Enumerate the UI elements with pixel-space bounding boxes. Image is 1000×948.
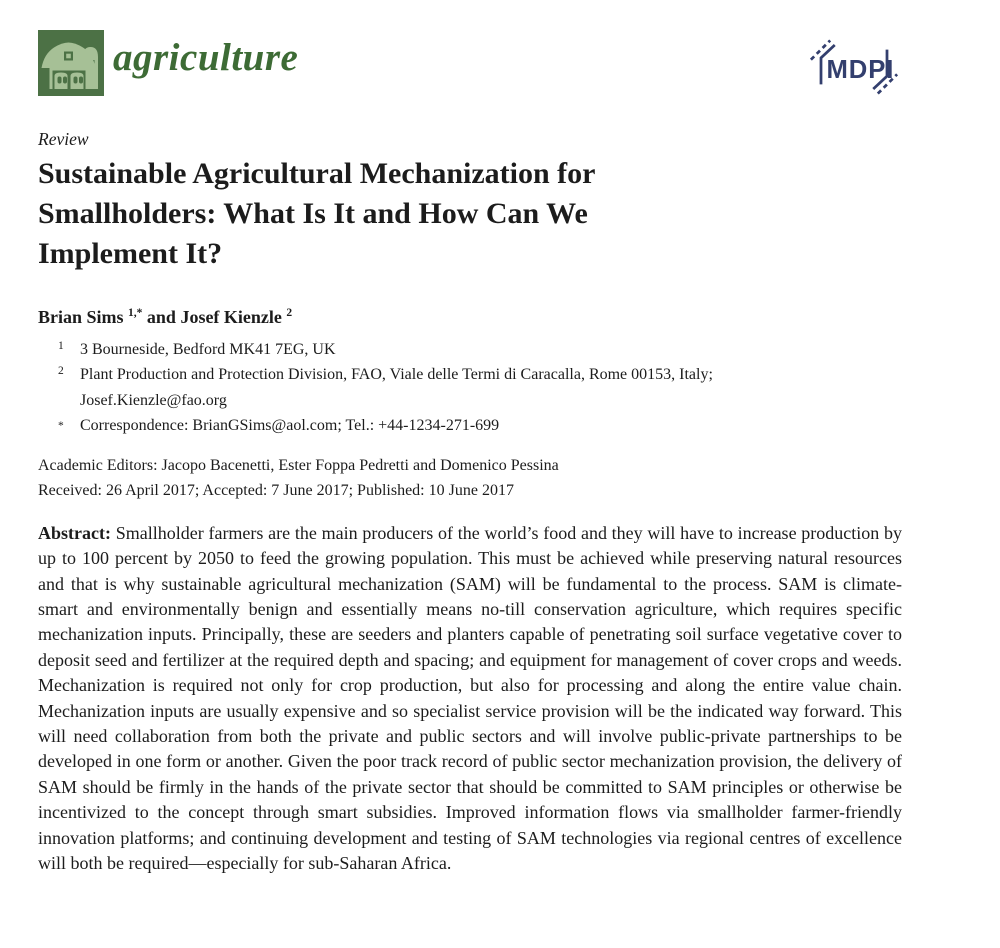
- article-type-label: Review: [38, 129, 89, 149]
- author-sup-1: 1,*: [128, 307, 143, 319]
- author-name-2: Josef Kienzle: [180, 307, 282, 327]
- academic-editors-line: Academic Editors: Jacopo Bacenetti, Ester Foppa Pedretti and Domenico Pessina: [38, 457, 559, 475]
- abstract-label: Abstract:: [38, 522, 111, 543]
- article-content: [38, 129, 902, 894]
- authors-line: [38, 302, 902, 328]
- affiliation-row: [38, 362, 902, 413]
- affiliation-text: Plant Production and Protection Division, FAO, Viale delle Termi di Caracalla, Rome 00153, Italy;: [80, 366, 713, 384]
- authors-connector: and: [146, 307, 176, 327]
- abstract-paragraph: [38, 521, 902, 877]
- author-sup-2: 2: [286, 307, 293, 319]
- affiliation-text: 3 Bourneside, Bedford MK41 7EG, UK: [80, 341, 336, 358]
- dates-line: Received: 26 April 2017; Accepted: 7 June 2017; Published: 10 June 2017: [38, 482, 514, 500]
- affiliation-row: [38, 337, 902, 362]
- editorial-info: [38, 453, 902, 504]
- affiliation-marker: 1: [58, 340, 64, 352]
- affiliation-marker: 2: [58, 365, 64, 378]
- affiliations-block: [38, 337, 902, 438]
- affiliation-marker: *: [58, 419, 64, 432]
- abstract-text: Smallholder farmers are the main producers of the world’s food and they will have to increase production by up to 100 percent by 2050 to feed the growing population. This must be achieved while preserving natural resources and that is why sustainable agricultural mechanization (SAM) will be fundamental to the process. SAM is climate-smart and environmentally benign and essentially means no-till conservation agriculture, which requires specific mechanization inputs. Principally, these are seeders and planters capable of penetrating soil surface vegetative cover to deposit seed and fertilizer at the required depth and spacing; and equipment for management of cover crops and weeds. Mechanization is required not only for crop production, but also for processing and along the entire value chain. Mechanization inputs are usually expensive and so specialist service provision will be the indicated way forward. This will need collaboration from both the private and public sectors and will involve public-private partnerships to be developed in one form or another. Given the poor track record of public sector mechanization provision, the delivery of SAM should be firmly in the hands of the private sector that should be committed to SAM principles or otherwise be incentivized to the concept through smart subsidies. Improved information flows via smallholder farmer-friendly innovation platforms; and continuing development and testing of SAM technologies via regional centres of excellence will both be required—especially for sub-Saharan Africa.: [38, 522, 903, 874]
- title-line-2: Smallholders: What Is It and How Can We: [38, 197, 588, 230]
- journal-wordmark: agriculture: [113, 36, 299, 79]
- title-line-3: Implement It?: [38, 237, 223, 270]
- affiliation-row-correspondence: [38, 413, 902, 438]
- barn-icon: [38, 83, 104, 100]
- correspondence-text: Correspondence: BrianGSims@aol.com; Tel.: +44-1234-271-699: [80, 416, 500, 434]
- title-line-1: Sustainable Agricultural Mechanization for: [38, 157, 596, 190]
- mdpi-logo: [810, 38, 898, 96]
- mdpi-logo-text: MDPI: [826, 56, 895, 84]
- affiliation-email: Josef.Kienzle@fao.org: [80, 391, 227, 409]
- author-name-1: Brian Sims: [38, 307, 124, 327]
- page-title: [38, 154, 902, 274]
- journal-logo: [38, 30, 104, 96]
